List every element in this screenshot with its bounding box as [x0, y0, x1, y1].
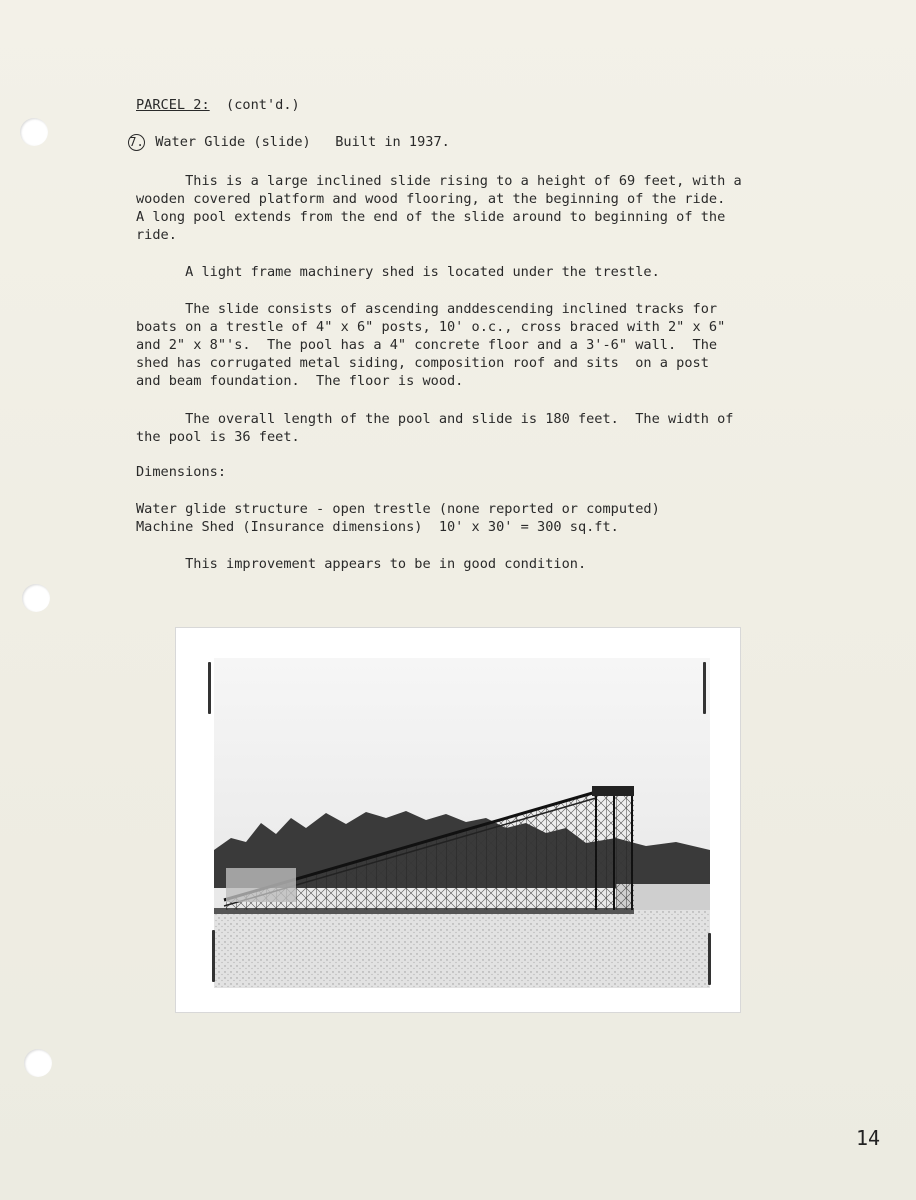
section-heading — [136, 96, 300, 114]
paragraph-3-line: The slide consists of ascending anddescending inclined tracks for — [136, 301, 718, 317]
paragraph-4 — [136, 410, 733, 446]
photo-staple-top-right — [703, 662, 706, 714]
dimensions-line: Machine Shed (Insurance dimensions) 10' x 30' = 300 sq.ft. — [136, 519, 619, 535]
paragraph-1-line: A long pool extends from the end of the slide around to beginning of the — [136, 209, 726, 225]
photo-staple-bottom-left — [212, 930, 215, 982]
page-number: 14 — [856, 1126, 881, 1150]
item-heading — [128, 133, 450, 151]
photo-illustration — [176, 628, 740, 1012]
photo-staple-top-left — [208, 662, 211, 714]
punch-hole-middle — [22, 584, 50, 612]
dimensions-line: Water glide structure - open trestle (none reported or computed) — [136, 501, 660, 517]
paragraph-3-line: boats on a trestle of 4" x 6" posts, 10' o.c., cross braced with 2" x 6" — [136, 319, 726, 335]
item-title: Water Glide (slide) Built in 1937. — [155, 134, 450, 150]
paragraph-4-line: the pool is 36 feet. — [136, 429, 300, 445]
dimensions-list — [136, 500, 660, 536]
punch-hole-bottom — [24, 1049, 52, 1077]
punch-hole-top — [20, 118, 48, 146]
paragraph-1 — [136, 172, 742, 244]
paragraph-3-line: shed has corrugated metal siding, composition roof and sits on a post — [136, 355, 709, 371]
parcel-heading-suffix: (cont'd.) — [226, 97, 300, 113]
paragraph-2: A light frame machinery shed is located under the trestle. — [136, 264, 660, 280]
paragraph-3-line: and 2" x 8"'s. The pool has a 4" concrete floor and a 3'-6" wall. The — [136, 337, 718, 353]
photo-staple-bottom-right — [708, 933, 711, 985]
paragraph-1-line: wooden covered platform and wood flooring, at the beginning of the ride. — [136, 191, 726, 207]
parcel-heading: PARCEL 2: — [136, 97, 210, 113]
dimensions-label: Dimensions: — [136, 464, 227, 480]
paragraph-1-line: This is a large inclined slide rising to a height of 69 feet, with a — [136, 173, 742, 189]
water-glide-photograph — [175, 627, 741, 1013]
paragraph-4-line: The overall length of the pool and slide is 180 feet. The width of — [136, 411, 734, 427]
paragraph-1-line: ride. — [136, 227, 177, 243]
condition-statement: This improvement appears to be in good condition. — [136, 556, 587, 572]
paragraph-3 — [136, 300, 725, 390]
paragraph-3-line: and beam foundation. The floor is wood. — [136, 373, 464, 389]
item-number: 7. — [129, 135, 144, 149]
